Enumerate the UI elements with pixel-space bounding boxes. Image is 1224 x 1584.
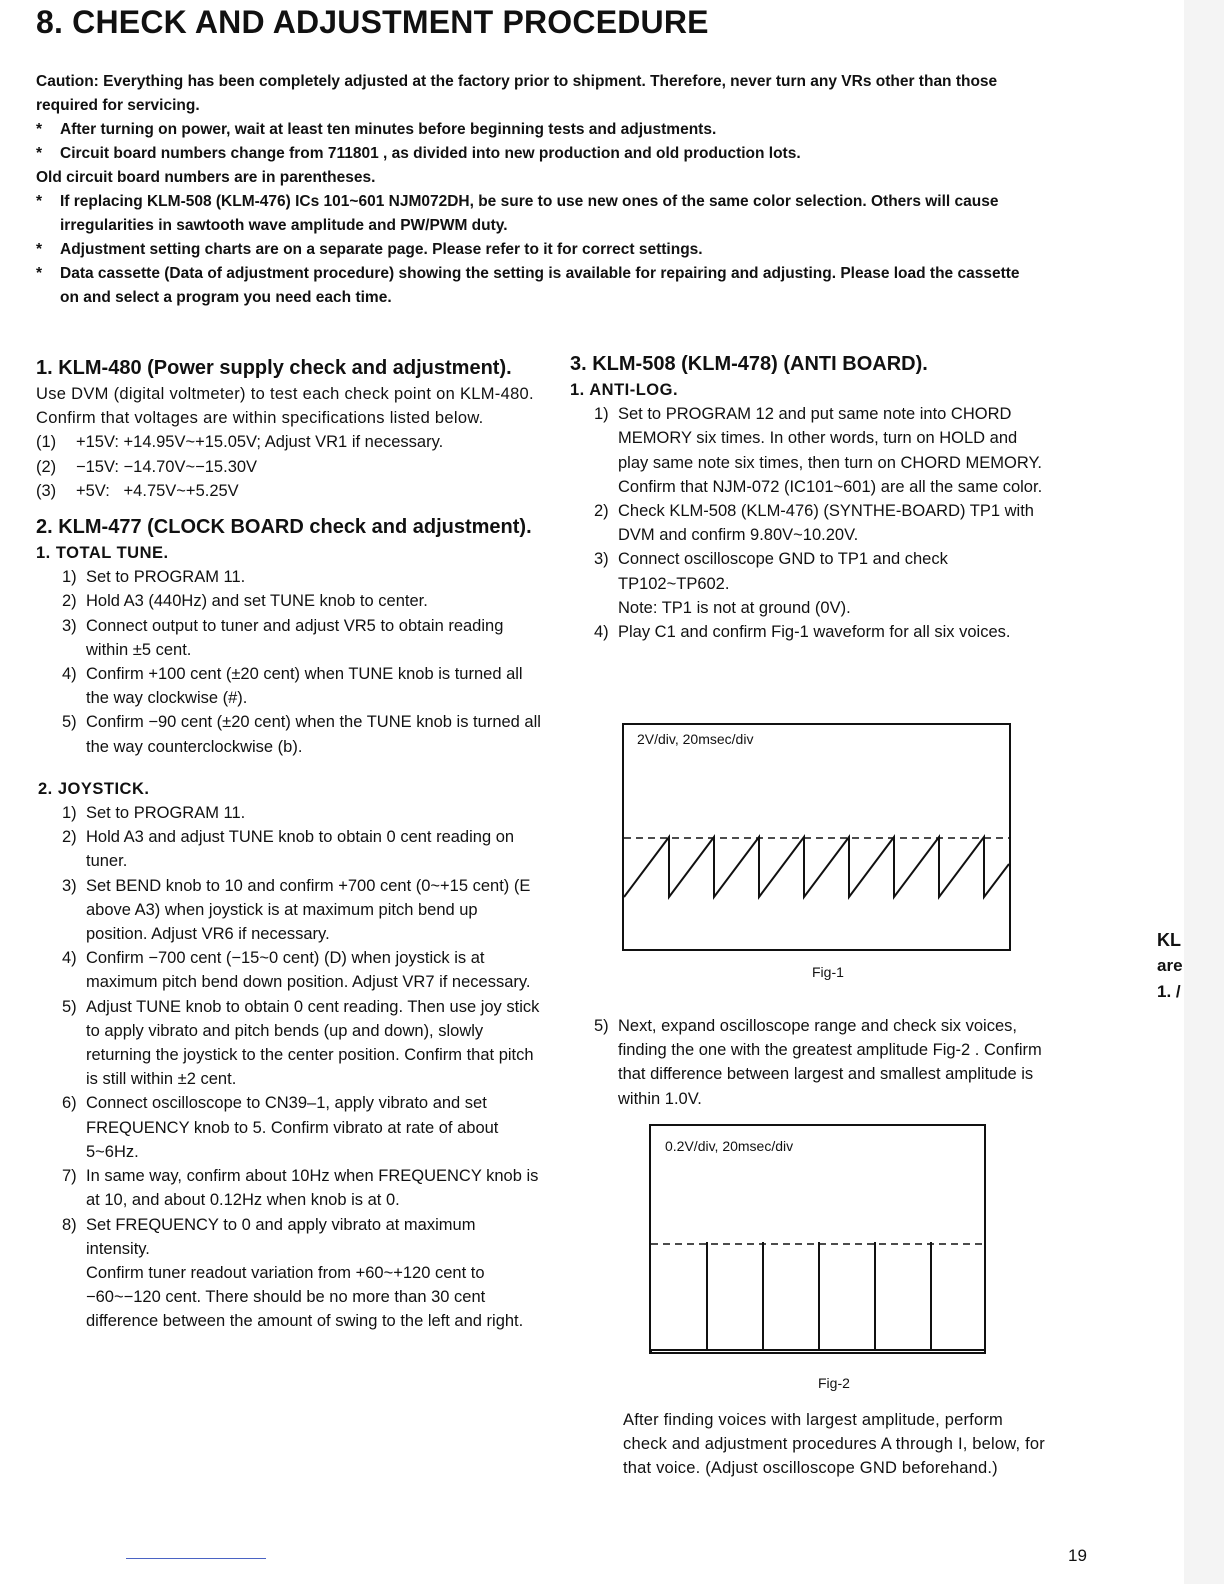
total-tune-title: 1. TOTAL TUNE. [36, 544, 169, 563]
step-item: Note: TP1 is not at ground (0V). [618, 598, 851, 617]
step5-block [594, 1014, 1048, 1111]
note-item: * If replacing KLM-508 (KLM-476) ICs 101~601 NJM072DH, be sure to use new ones of the same color selection. Others will cause irregularities in sawtooth wave amplitude and PW/PWM duty. [36, 190, 1036, 238]
spec-item: (3) +5V: +4.75V~+5.25V [36, 481, 239, 500]
note-item: * After turning on power, wait at least ten minutes before beginning tests and adjustments. [36, 118, 1036, 142]
intro-block [36, 70, 1036, 310]
page-number: 19 [1068, 1546, 1087, 1565]
step-item-continued: Confirm tuner readout variation from +60~+120 cent to −60~−120 cent. There should be no more than 30 cent difference between the amount of swing to the left and right. [86, 1263, 524, 1331]
footer-rule [126, 1558, 266, 1559]
note-item: * Circuit board numbers change from 711801 , as divided into new production and old production lots. [36, 142, 1036, 166]
after-paragraph: After finding voices with largest amplitude, perform check and adjustment procedures A through I, below, for that voice. (Adjust oscilloscope GND beforehand.) [623, 1411, 1045, 1478]
fig1-scope-frame [622, 723, 1011, 951]
step-item: 4) Confirm −700 cent (−15~0 cent) (D) when joystick is at maximum pitch bend down position. Adjust VR7 if necessary. [62, 949, 531, 992]
step-item: 2) Hold A3 (440Hz) and set TUNE knob to center. [62, 592, 428, 611]
fig2-scope-frame [649, 1124, 986, 1354]
step-item: 5) Next, expand oscilloscope range and check six voices, finding the one with the greatest amplitude Fig-2 . Confirm that difference between largest and smallest amplitude is within 1.0V. [594, 1017, 1042, 1108]
step-item: 3) Connect output to tuner and adjust VR5 to obtain reading within ±5 cent. [62, 616, 504, 659]
fig1-caption: Fig-1 [812, 964, 844, 980]
bullet-icon: * [36, 145, 43, 162]
page-title: 8. CHECK AND ADJUSTMENT PROCEDURE [36, 4, 709, 40]
note-item: * Data cassette (Data of adjustment procedure) showing the setting is available for repairing and adjusting. Please load the cassette on and select a program you need each time. [36, 262, 1036, 310]
step-item: 3) Set BEND knob to 10 and confirm +700 cent (0~+15 cent) (E above A3) when joystick is at maximum pitch bend up position. Adjust VR6 if necessary. [62, 876, 531, 944]
page-edge-shadow [1184, 0, 1224, 1584]
step-item: 1) Set to PROGRAM 11. [62, 804, 246, 823]
margin-fragment: 1. / [1157, 982, 1181, 1001]
step-item: 6) Connect oscilloscope to CN39–1, apply vibrato and set FREQUENCY knob to 5. Confirm vibrato at rate of about 5~6Hz. [62, 1094, 499, 1161]
step-item: 1) Set to PROGRAM 12 and put same note into CHORD MEMORY six times. In other words, turn on HOLD and play same note six times, then turn on CHORD MEMORY. [594, 405, 1042, 472]
bullet-icon: * [36, 265, 43, 282]
left-column [36, 354, 541, 1334]
fig2-caption: Fig-2 [818, 1375, 850, 1391]
old-board-note: Old circuit board numbers are in parentheses. [36, 169, 376, 186]
fig1-scale-label: 2V/div, 20msec/div [637, 731, 754, 747]
margin-fragment: KL [1157, 930, 1181, 950]
bullet-icon: * [36, 193, 43, 210]
step-item: 8) Set FREQUENCY to 0 and apply vibrato at maximum intensity. [62, 1215, 476, 1258]
anti-log-title: 1. ANTI-LOG. [570, 381, 679, 399]
section1-heading: 1. KLM-480 (Power supply check and adjustment). [36, 357, 512, 379]
step-item: 4) Play C1 and confirm Fig-1 waveform for all six voices. [594, 623, 1011, 642]
fig1-sawtooth-waveform [624, 725, 1009, 949]
section2-heading: 2. KLM-477 (CLOCK BOARD check and adjustment). [36, 516, 532, 539]
right-column [570, 350, 1048, 644]
step-item: 4) Confirm +100 cent (±20 cent) when TUNE knob is turned all the way clockwise (#). [62, 665, 523, 708]
note-item: * Adjustment setting charts are on a separate page. Please refer to it for correct settings. [36, 238, 1036, 262]
spec-item: (1) +15V: +14.95V~+15.05V; Adjust VR1 if necessary. [36, 433, 444, 452]
step-item: 1) Set to PROGRAM 11. [62, 568, 246, 587]
step-item: 5) Confirm −90 cent (±20 cent) when the TUNE knob is turned all the way counterclockwise (b). [62, 713, 541, 756]
section3-heading: 3. KLM-508 (KLM-478) (ANTI BOARD). [570, 353, 928, 375]
step-item: 2) Hold A3 and adjust TUNE knob to obtain 0 cent reading on tuner. [62, 828, 515, 871]
spec-item: (2) −15V: −14.70V~−15.30V [36, 457, 258, 476]
step-item: 2) Check KLM-508 (KLM-476) (SYNTHE-BOARD) TP1 with DVM and confirm 9.80V~10.20V. [594, 502, 1034, 545]
step-item: 3) Connect oscilloscope GND to TP1 and check TP102~TP602. [594, 550, 948, 593]
bullet-icon: * [36, 241, 43, 258]
section1-text: Use DVM (digital voltmeter) to test each check point on KLM-480. Confirm that voltages are within specifications listed below. [36, 385, 534, 428]
bullet-icon: * [36, 121, 43, 138]
margin-fragment: are [1157, 956, 1183, 975]
step-item: 5) Adjust TUNE knob to obtain 0 cent reading. Then use joy stick to apply vibrato and pitch bends (up and down), slowly returning the joystick to the center position. Confirm that pitch is still within ±2 cent. [62, 997, 540, 1089]
joystick-title: 2. JOYSTICK. [38, 779, 150, 798]
fig2-scale-label: 0.2V/div, 20msec/diᴠ [665, 1138, 794, 1154]
fig2-pulse-waveform [651, 1126, 984, 1352]
step-item: 7) In same way, confirm about 10Hz when FREQUENCY knob is at 10, and about 0.12Hz when knob is at 0. [62, 1167, 539, 1210]
step-item: Confirm that NJM-072 (IC101~601) are all the same color. [618, 477, 1043, 496]
caution-text: Caution: Everything has been completely adjusted at the factory prior to shipment. Therefore, never turn any VRs other than those required for servicing. [36, 73, 998, 114]
